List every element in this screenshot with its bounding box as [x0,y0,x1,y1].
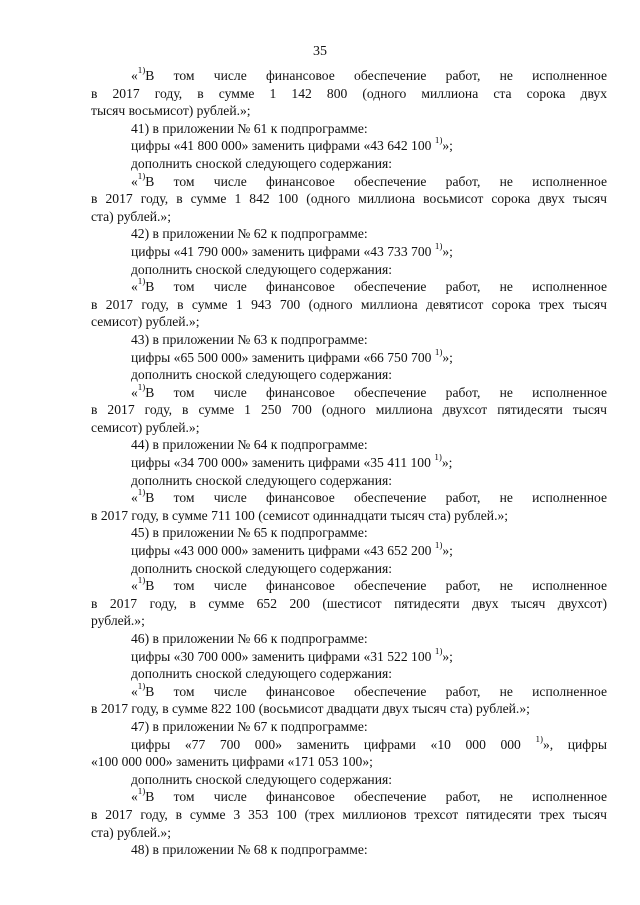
line-text: цифры «77 700 000» заменить цифрами «10 000 000 [131,736,536,752]
line-text: цифры «41 790 000» заменить цифрами «43 733 700 [131,243,435,259]
text-line [91,85,607,103]
line-text: 48) в приложении № 68 к подпрограмме: [131,842,368,858]
line-text: В том числе финансовое обеспечение работ, не исполненное [145,490,607,506]
line-text: в 2017 году, в сумме 3 353 100 (трех миллионов трехсот пятидесяти трех тысяч [91,806,607,822]
text-line [91,155,607,173]
line-text: в 2017 году, в сумме 1 250 700 (одного миллиона двухсот пятидесяти тысяч [91,402,607,418]
footnote-marker: 1) [434,348,443,357]
quote-mark: « [131,490,138,506]
line-text: В том числе финансовое обеспечение работ, не исполненное [145,279,607,295]
line-text: семисот) рублей.»; [91,314,200,330]
line-text: цифры «43 000 000» заменить цифрами «43 652 200 [131,543,435,559]
text-line [91,243,607,261]
text-line [91,384,607,402]
text-line [91,648,607,666]
quote-mark: « [131,173,138,189]
line-text: цифры «34 700 000» заменить цифрами «35 411 100 [131,455,435,471]
quote-mark: « [131,279,138,295]
line-text: дополнить сноской следующего содержания: [131,472,393,488]
footnote-marker: 1) [434,242,443,251]
quote-mark: « [131,68,138,83]
line-tail: »; [441,455,453,471]
footnote-marker: 1) [434,647,443,656]
text-line [91,824,607,842]
line-text: 45) в приложении № 65 к подпрограмме: [131,525,368,541]
line-text: в 2017 году, в сумме 1 142 800 (одного миллиона ста сорока двух [91,85,607,101]
text-line [91,366,607,384]
line-text: дополнить сноской следующего содержания: [131,261,393,277]
line-text: дополнить сноской следующего содержания: [131,367,393,383]
line-text: «100 000 000» заменить цифрами «171 053 100»; [91,754,373,770]
line-tail: »; [442,138,453,154]
line-text: в 2017 году, в сумме 1 943 700 (одного миллиона девятисот сорока трех тысяч [91,296,607,312]
footnote-marker: 1) [137,788,146,797]
text-line [91,120,607,138]
line-text: ста) рублей.»; [91,208,171,224]
text-line [91,841,607,859]
line-text: рублей.»; [91,613,145,629]
text-line [91,542,607,560]
line-text: В том числе финансовое обеспечение работ, не исполненное [145,789,607,805]
page-number: 35 [313,44,327,59]
text-line [91,173,607,191]
text-line [91,137,607,155]
text-line [91,806,607,824]
line-text: дополнить сноской следующего содержания: [131,560,393,576]
text-line [91,349,607,367]
footnote-marker: 1) [434,454,442,463]
footnote-marker: 1) [137,577,146,586]
text-line [91,401,607,419]
line-text: 47) в приложении № 67 к подпрограмме: [131,718,368,734]
line-tail: »; [442,349,453,365]
line-tail: »; [442,543,453,559]
line-text: в 2017 году, в сумме 822 100 (восьмисот двадцати двух тысяч ста) рублей.»; [91,701,530,717]
text-line [91,577,607,595]
text-line [91,190,607,208]
line-tail: »; [442,648,453,664]
line-text: дополнить сноской следующего содержания: [131,155,393,171]
text-line [91,208,607,226]
line-text: в 2017 году, в сумме 1 842 100 (одного миллиона восьмисот сорока двух тысяч [91,191,607,207]
text-line [91,753,607,771]
text-line [91,261,607,279]
line-text: 44) в приложении № 64 к подпрограмме: [131,437,368,453]
line-text: семисот) рублей.»; [91,419,200,435]
text-line [91,595,607,613]
text-line [91,788,607,806]
line-text: В том числе финансовое обеспечение работ, не исполненное [145,384,607,400]
text-line [91,665,607,683]
line-text: в 2017 году, в сумме 652 200 (шестисот пятидесяти двух тысяч двухсот) [91,595,607,611]
footnote-marker: 1) [137,172,146,181]
text-line [91,683,607,701]
document-body [91,67,607,859]
line-text: 43) в приложении № 63 к подпрограмме: [131,331,368,347]
text-line [91,296,607,314]
text-line [91,630,607,648]
text-line [91,436,607,454]
line-text: дополнить сноской следующего содержания: [131,771,393,787]
footnote-marker: 1) [137,383,146,392]
line-text: В том числе финансовое обеспечение работ, не исполненное [145,173,607,189]
text-line [91,225,607,243]
line-text: цифры «30 700 000» заменить цифрами «31 522 100 [131,648,435,664]
text-line [91,67,607,85]
footnote-marker: 1) [137,67,146,75]
line-text: 41) в приложении № 61 к подпрограмме: [131,120,368,136]
text-line [91,560,607,578]
text-line [91,313,607,331]
text-line [91,612,607,630]
quote-mark: « [131,578,138,594]
line-text: В том числе финансовое обеспечение работ, не исполненное [145,68,607,83]
line-text: в 2017 году, в сумме 711 100 (семисот одиннадцати тысяч ста) рублей.»; [91,507,509,523]
text-line [91,419,607,437]
line-text: ста) рублей.»; [91,824,171,840]
text-line [91,736,607,754]
line-text: В том числе финансовое обеспечение работ, не исполненное [145,683,607,699]
footnote-marker: 1) [137,682,146,691]
text-line [91,472,607,490]
text-line [91,771,607,789]
quote-mark: « [131,789,138,805]
footnote-marker: 1) [434,542,443,551]
quote-mark: « [131,683,138,699]
text-line [91,524,607,542]
line-text: цифры «65 500 000» заменить цифрами «66 750 700 [131,349,435,365]
text-line [91,278,607,296]
footnote-marker: 1) [137,489,146,498]
footnote-marker: 1) [137,278,146,287]
line-text: цифры «41 800 000» заменить цифрами «43 642 100 [131,138,435,154]
footnote-marker: 1) [535,735,543,744]
line-tail: »; [442,243,453,259]
line-text: 42) в приложении № 62 к подпрограмме: [131,226,368,242]
line-text: тысяч восьмисот) рублей.»; [91,103,251,119]
quote-mark: « [131,384,138,400]
text-line [91,454,607,472]
line-text: В том числе финансовое обеспечение работ, не исполненное [145,578,607,594]
text-line [91,718,607,736]
text-line [91,331,607,349]
text-line [91,489,607,507]
line-tail: », цифры [542,736,607,752]
text-line [91,102,607,120]
text-line [91,700,607,718]
text-line [91,507,607,525]
line-text: 46) в приложении № 66 к подпрограмме: [131,631,368,646]
footnote-marker: 1) [434,137,443,146]
line-text: дополнить сноской следующего содержания: [131,666,393,682]
